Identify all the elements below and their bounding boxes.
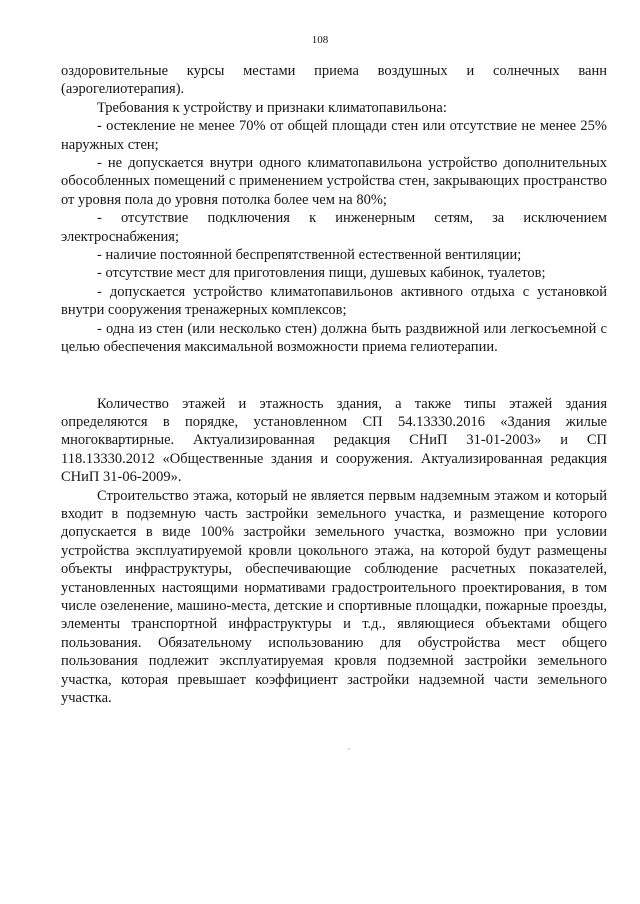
document-body — [61, 62, 607, 707]
page-number: 108 — [311, 34, 329, 46]
scan-speck — [348, 748, 350, 750]
section-spacer — [61, 357, 607, 395]
paragraph-continuation: оздоровительные курсы местами приема воздушных и солнечных ванн (аэрогелиотерапия). — [61, 63, 607, 98]
requirement-item-gym: - допускается устройство климатопавильонов активного отдыха с установкой внутри сооружения тренажерных комплексов; — [61, 283, 607, 319]
requirement-item-utilities: - отсутствие подключения к инженерным сетям, за исключением электроснабжения; — [61, 210, 607, 245]
requirement-item-sliding-wall: - одна из стен (или несколько стен) должна быть раздвижной или легкосъемной с целью обеспечения максимальной возможности приема гелиотерапии. — [61, 320, 607, 356]
requirement-item-no-kitchen: - отсутствие мест для приготовления пищи, душевых кабинок, туалетов; — [97, 265, 546, 282]
requirement-item-ventilation: - наличие постоянной беспрепятственной естественной вентиляции; — [97, 247, 522, 264]
paragraph-floors: Количество этажей и этажность здания, а также типы этажей здания определяются в порядке, установленном СП 54.13330.2016 «Здания жилые многоквартирные. Актуализированная редакция СНиП 31-01-2003» и СП 118.13330.2012 «Общественные здания и сооружения. Актуализированная редакция СНиП 31-06-2009». — [61, 395, 607, 486]
paragraph-underground-construction: Строительство этажа, который не является первым надземным этажом и который входит в подземную часть застройки земельного участка, и размещение которого допускается в виде 100% застройки земельного участка, возможно при условии устройства эксплуатируемой кровли цокольного этажа, на которой будут размещены объекты инфраструктуры, обеспечивающие соблюдение расчетных показателей, установленных настоящими нормативами градостроительного проектирования, в том числе озеленение, машино-места, детские и спортивные площадки, пожарные проезды, элементы транспортной инфраструктуры и т.д., являющиеся объектами общего пользования. Обязательному использованию для обустройства мест общего пользования подлежит эксплуатируемая кровля подземной застройки земельного участка, которая превышает коэффициент застройки надземной части земельного участка. — [61, 487, 607, 706]
requirement-item-glazing: - остекление не менее 70% от общей площади стен или отсутствие не менее 25% наружных стен; — [61, 118, 607, 153]
requirements-heading: Требования к устройству и признаки климатопавильона: — [97, 99, 447, 116]
requirement-item-no-rooms: - не допускается внутри одного климатопавильона устройство дополнительных обособленных помещений с применением устройства стен, закрывающих пространство от уровня пола до уровня потолка более чем на 80%; — [61, 155, 607, 208]
